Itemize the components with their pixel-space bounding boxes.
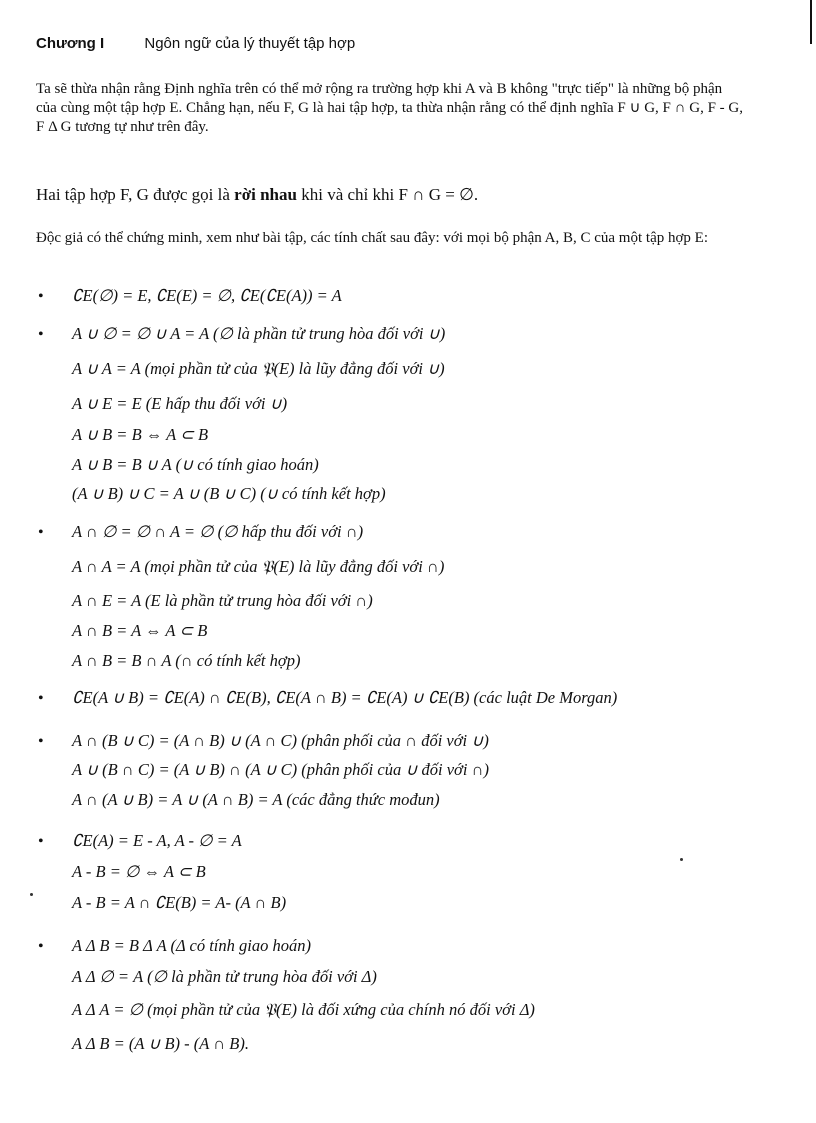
chapter-label: Chương I	[36, 35, 105, 52]
property-line: A ∩ (A ∪ B) = A ∪ (A ∩ B) = A (các đẳng thức mođun)	[72, 790, 440, 809]
disjoint-before: Hai tập hợp F, G được gọi là	[36, 185, 235, 204]
property-line: ∁E(∅) = E, ∁E(E) = ∅, ∁E(∁E(A)) = A	[72, 286, 342, 305]
bullet-4: •	[38, 690, 44, 707]
property-line: A - B = ∅ ⇔ A ⊂ B	[72, 862, 206, 881]
property-line: A ∩ B = A ⇔ A ⊂ B	[72, 621, 208, 640]
intro-paragraph: Ta sẽ thừa nhận rằng Định nghĩa trên có thể mở rộng ra trường hợp khi A và B không "trực tiếp" là những bộ phận của cùng một tập hợp E. Chẳng hạn, nếu F, G là hai tập hợp, ta thừa nhận rằng có thể định nghĩa F ∪ G, F ∩ G, F - G, F Δ G tương tự như trên đây.	[36, 81, 743, 135]
property-line: A ∪ B = B ∪ A (∪ có tính giao hoán)	[72, 455, 319, 474]
bullet-7: •	[38, 938, 44, 955]
property-line: A ∩ A = A (mọi phần tử của 𝔓(E) là lũy đẳng đối với ∩)	[72, 557, 445, 576]
exercise-intro: Độc giả có thể chứng minh, xem như bài tập, các tính chất sau đây: với mọi bộ phận A, B, C của một tập hợp E:	[36, 230, 708, 246]
property-line: ∁E(A) = E - A, A - ∅ = A	[72, 831, 242, 850]
property-line: A ∪ B = B ⇔ A ⊂ B	[72, 425, 209, 444]
disjoint-definition	[36, 185, 744, 204]
scan-speck	[30, 893, 33, 896]
chapter-title: Ngôn ngữ của lý thuyết tập hợp	[144, 35, 356, 52]
property-line: A Δ ∅ = A (∅ là phần tử trung hòa đối với Δ)	[72, 967, 377, 986]
property-line: ∁E(A ∪ B) = ∁E(A) ∩ ∁E(B), ∁E(A ∩ B) = ∁E(A) ∪ ∁E(B) (các luật De Morgan)	[72, 688, 618, 707]
bullet-1: •	[38, 288, 44, 305]
property-line: A Δ B = B Δ A (Δ có tính giao hoán)	[72, 936, 311, 955]
property-line: A Δ A = ∅ (mọi phần tử của 𝔓(E) là đối xứng của chính nó đối với Δ)	[72, 1000, 535, 1019]
property-line: A ∪ (B ∩ C) = (A ∪ B) ∩ (A ∪ C) (phân phối của ∪ đối với ∩)	[72, 760, 489, 779]
bullet-5: •	[38, 733, 44, 750]
property-line: A ∩ ∅ = ∅ ∩ A = ∅ (∅ hấp thu đối với ∩)	[72, 522, 364, 541]
scan-speck	[680, 858, 683, 861]
property-line: A ∩ B = B ∩ A (∩ có tính kết hợp)	[72, 651, 301, 670]
bullet-3: •	[38, 524, 44, 541]
disjoint-term: rời nhau	[234, 185, 297, 204]
bullet-2: •	[38, 326, 44, 343]
bullet-6: •	[38, 833, 44, 850]
property-line: A ∩ E = A (E là phần tử trung hòa đối với ∩)	[72, 591, 373, 610]
scan-edge-line	[810, 0, 812, 44]
property-line: A ∪ A = A (mọi phần tử của 𝔓(E) là lũy đẳng đối với ∪)	[72, 359, 445, 378]
property-line: A - B = A ∩ ∁E(B) = A- (A ∩ B)	[72, 893, 287, 912]
page-header	[36, 35, 355, 52]
property-line: (A ∪ B) ∪ C = A ∪ (B ∪ C) (∪ có tính kết hợp)	[72, 484, 386, 503]
disjoint-after: khi và chỉ khi F ∩ G = ∅.	[296, 185, 479, 204]
property-line: A Δ B = (A ∪ B) - (A ∩ B).	[72, 1034, 249, 1053]
property-line: A ∩ (B ∪ C) = (A ∩ B) ∪ (A ∩ C) (phân phối của ∩ đối với ∪)	[72, 731, 489, 750]
property-line: A ∪ ∅ = ∅ ∪ A = A (∅ là phần tử trung hòa đối với ∪)	[72, 324, 446, 343]
property-line: A ∪ E = E (E hấp thu đối với ∪)	[72, 394, 288, 413]
